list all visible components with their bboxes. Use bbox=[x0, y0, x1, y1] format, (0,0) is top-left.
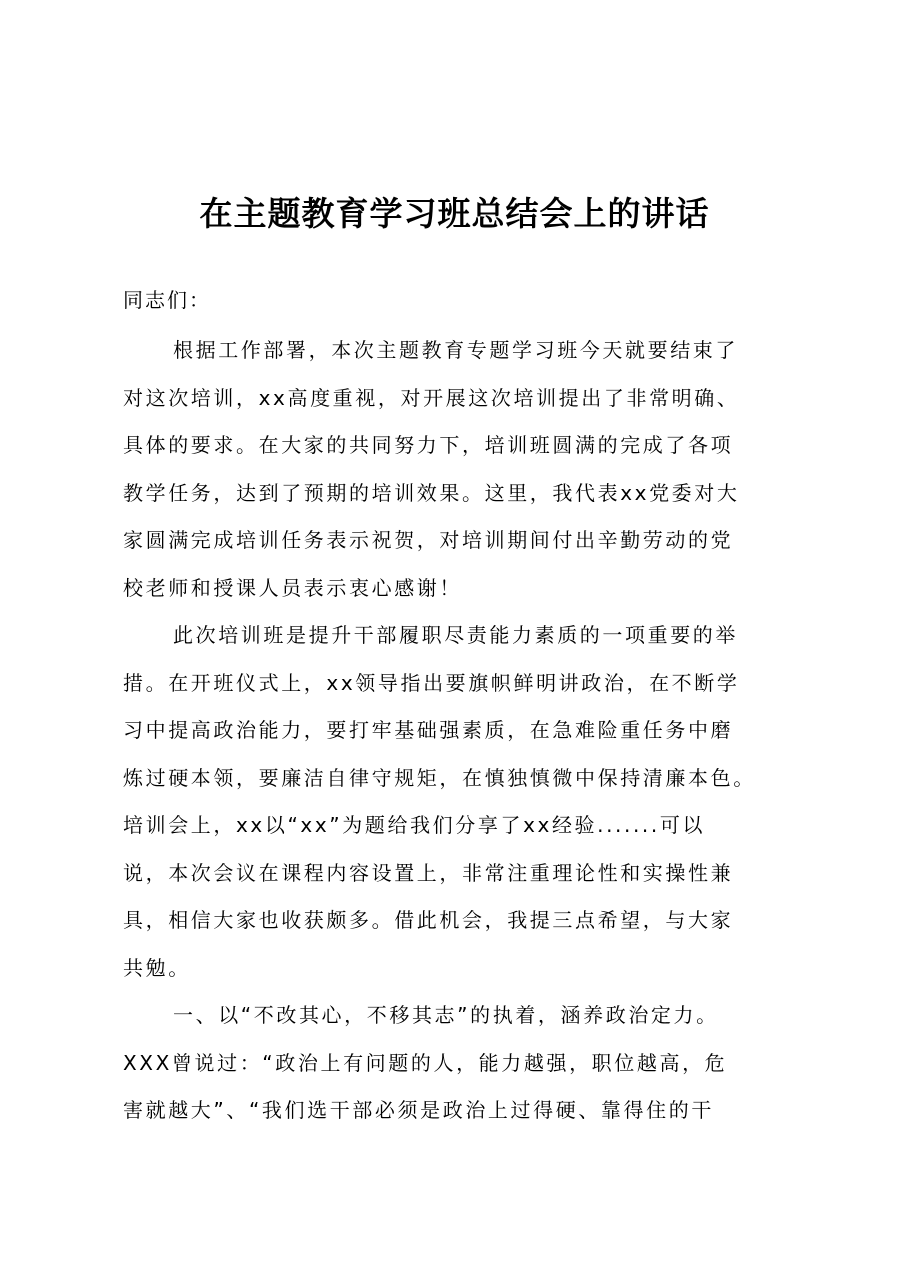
paragraph-line: 培训会上，xx以“xx”为题给我们分享了xx经验.......可以 bbox=[123, 813, 706, 837]
document-title: 在主题教育学习班总结会上的讲话 bbox=[199, 194, 710, 233]
paragraph-line: 校老师和授课人员表示衷心感谢！ bbox=[123, 575, 462, 600]
paragraph-line: 对这次培训，xx高度重视，对开展这次培训提出了非常明确、 bbox=[123, 385, 740, 410]
paragraph-line: 家圆满完成培训任务表示祝贺，对培训期间付出辛勤劳动的党 bbox=[123, 528, 734, 552]
section-heading-line: 一、以“不改其心，不移其志”的执着，涵养政治定力。 bbox=[173, 1003, 719, 1027]
paragraph-line: 习中提高政治能力，要打牢基础强素质，在急难险重任务中磨 bbox=[123, 718, 734, 742]
document-body bbox=[123, 327, 823, 1135]
paragraph-line: 炼过硬本领，要廉洁自律守规矩，在慎独慎微中保持清廉本色。 bbox=[123, 765, 756, 790]
paragraph-line: 此次培训班是提升干部履职尽责能力素质的一项重要的举 bbox=[173, 623, 738, 647]
paragraph-line: 具体的要求。在大家的共同努力下，培训班圆满的完成了各项 bbox=[123, 433, 734, 457]
paragraph-line: XXX曾说过：“政治上有问题的人，能力越强，职位越高，危 bbox=[123, 1050, 728, 1075]
salutation: 同志们： bbox=[123, 288, 211, 312]
paragraph-line: 共勉。 bbox=[123, 955, 191, 980]
paragraph-line: 措。在开班仪式上，xx领导指出要旗帜鲜明讲政治，在不断学 bbox=[123, 670, 740, 695]
paragraph-line: 说，本次会议在课程内容设置上，非常注重理论性和实操性兼 bbox=[123, 860, 734, 885]
paragraph-line: 害就越大”、“我们选干部必须是政治上过得硬、靠得住的干 bbox=[123, 1098, 714, 1122]
paragraph-line: 具，相信大家也收获颇多。借此机会，我提三点希望，与大家 bbox=[123, 908, 734, 932]
paragraph-line: 根据工作部署，本次主题教育专题学习班今天就要结束了 bbox=[173, 338, 738, 362]
paragraph-line: 教学任务，达到了预期的培训效果。这里，我代表xx党委对大 bbox=[123, 480, 740, 505]
